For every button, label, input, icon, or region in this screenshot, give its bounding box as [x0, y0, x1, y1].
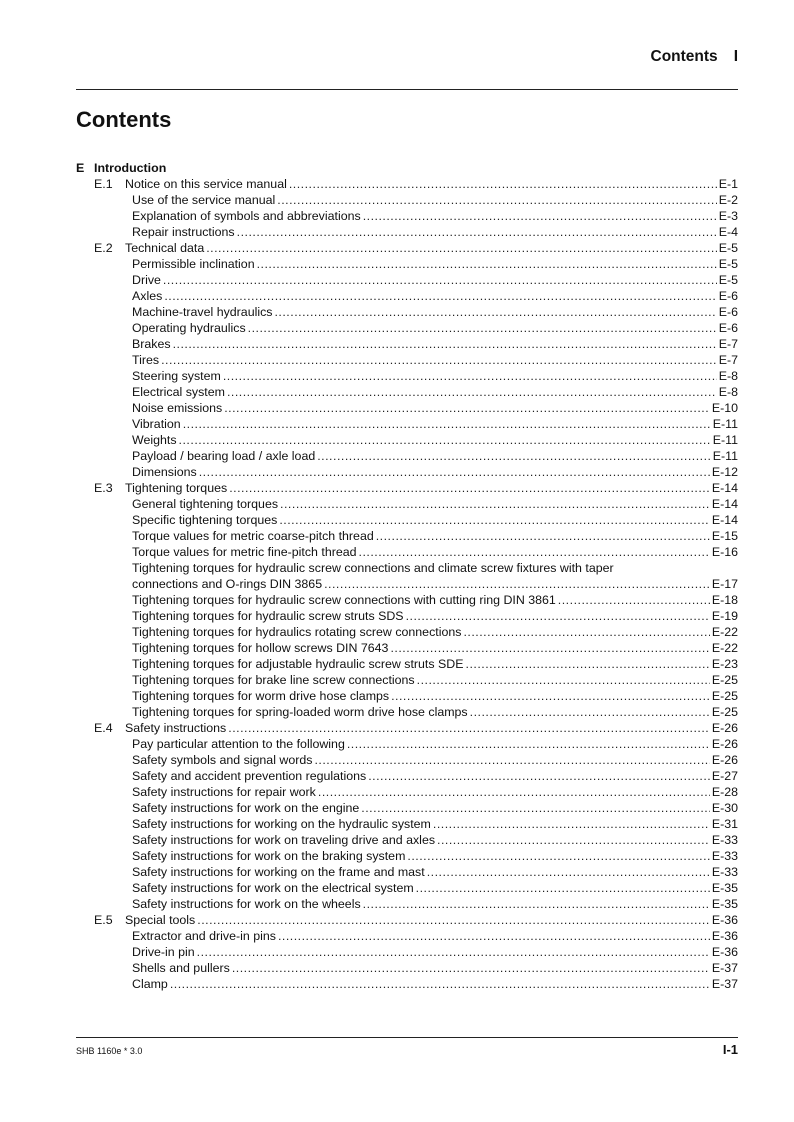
toc-entry-number: E.5 [94, 913, 113, 927]
toc-entry[interactable] [76, 416, 738, 432]
toc-entry-page: E-18 [711, 593, 738, 607]
toc-entry-page: E-35 [711, 897, 738, 911]
toc-entry-label: Safety symbols and signal words [132, 753, 313, 767]
toc-entry-page: E-28 [711, 785, 738, 799]
toc-entry-label: Use of the service manual [132, 193, 276, 207]
toc-entry-page: E-25 [711, 689, 738, 703]
toc-entry-label: Tightening torques for adjustable hydraulic screw struts SDE [132, 657, 464, 671]
toc-entry[interactable] [76, 800, 738, 816]
toc-dot-leader [289, 176, 717, 192]
toc-entry[interactable] [76, 736, 738, 752]
toc-entry-page: E-26 [711, 721, 738, 735]
toc-dot-leader [324, 576, 710, 592]
toc-entry[interactable] [76, 896, 738, 912]
toc-dot-leader [427, 864, 710, 880]
toc-entry[interactable] [76, 192, 738, 208]
toc-entry[interactable] [76, 656, 738, 672]
toc-dot-leader [317, 448, 711, 464]
toc-dot-leader [277, 192, 716, 208]
toc-entry-page: E-33 [711, 833, 738, 847]
toc-entry-page: E-14 [711, 497, 738, 511]
toc-entry-label: Tightening torques for worm drive hose clamps [132, 689, 390, 703]
toc-entry-label: Torque values for metric coarse-pitch thread [132, 529, 374, 543]
toc-entry[interactable] [76, 944, 738, 960]
toc-entry-number: E.2 [94, 241, 113, 255]
toc-entry[interactable] [76, 960, 738, 976]
toc-dot-leader [433, 816, 710, 832]
toc-dot-leader [363, 896, 710, 912]
toc-entry-page: E-17 [711, 577, 738, 591]
toc-entry-label: Pay particular attention to the following [132, 737, 345, 751]
toc-entry-label: Tightening torques for hydraulics rotating screw connections [132, 625, 462, 639]
toc-dot-leader [257, 256, 717, 272]
toc-entry-label: Vibration [132, 417, 181, 431]
toc-entry[interactable] [76, 832, 738, 848]
toc-dot-leader [279, 512, 709, 528]
toc-dot-leader [173, 336, 717, 352]
toc-dot-leader [359, 544, 710, 560]
toc-dot-leader [197, 912, 710, 928]
toc-entry[interactable] [76, 928, 738, 944]
running-header [651, 48, 738, 66]
toc-dot-leader [179, 432, 711, 448]
toc-dot-leader [248, 320, 717, 336]
section-title: Introduction [94, 161, 167, 175]
toc-dot-leader [417, 672, 710, 688]
toc-entry-label: Technical data [125, 241, 205, 255]
toc-entry[interactable] [76, 848, 738, 864]
toc-entry-label: Shells and pullers [132, 961, 230, 975]
toc-entry-page: E-2 [718, 193, 738, 207]
toc-entry[interactable] [76, 384, 738, 400]
toc-entry-page: E-26 [711, 753, 738, 767]
toc-entry-page: E-10 [711, 401, 738, 415]
toc-entry[interactable] [76, 864, 738, 880]
toc-chapter-entry[interactable] [76, 176, 738, 192]
toc-entry-label: Safety instructions for repair work [132, 785, 316, 799]
toc-entry-label: Noise emissions [132, 401, 223, 415]
toc-dot-leader [164, 288, 716, 304]
toc-dot-leader [280, 496, 710, 512]
toc-entry-label: Clamp [132, 977, 168, 991]
toc-entry[interactable] [76, 704, 738, 720]
toc-entry[interactable] [76, 400, 738, 416]
toc-dot-leader [206, 240, 716, 256]
toc-entry[interactable] [76, 688, 738, 704]
toc-entry-label: Safety instructions for work on the electrical system [132, 881, 414, 895]
toc-entry-label: Drive [132, 273, 161, 287]
toc-entry[interactable] [76, 576, 738, 592]
toc-entry-label: Operating hydraulics [132, 321, 246, 335]
toc-dot-leader [376, 528, 710, 544]
footer-page-number: I-1 [722, 1042, 738, 1057]
toc-entry-page: E-5 [718, 257, 738, 271]
toc-entry[interactable] [76, 288, 738, 304]
section-letter: E [76, 161, 85, 175]
toc-entry-label: connections and O-rings DIN 3865 [132, 577, 323, 591]
toc-entry[interactable] [76, 320, 738, 336]
toc-entry-page: E-12 [711, 465, 738, 479]
toc-entry-label: Safety and accident prevention regulations [132, 769, 367, 783]
toc-entry[interactable] [76, 432, 738, 448]
toc-entry-page: E-6 [718, 289, 738, 303]
toc-dot-leader [558, 592, 710, 608]
toc-entry-label: Safety instructions for working on the hydraulic system [132, 817, 431, 831]
toc-dot-leader [170, 976, 710, 992]
toc-dot-leader [406, 608, 710, 624]
toc-dot-leader [227, 384, 717, 400]
toc-entry-label: General tightening torques [132, 497, 279, 511]
toc-entry-label: Safety instructions [125, 721, 227, 735]
page-title: Contents [76, 107, 172, 132]
toc-entry-page: E-7 [718, 353, 738, 367]
toc-dot-leader [363, 208, 717, 224]
toc-entry-page: E-36 [711, 913, 738, 927]
toc-entry[interactable] [76, 784, 738, 800]
toc-chapter-entry[interactable] [76, 912, 738, 928]
toc-dot-leader [224, 400, 710, 416]
toc-entry-page: E-36 [711, 945, 738, 959]
toc-entry-page: E-7 [718, 337, 738, 351]
toc-entry-page: E-3 [718, 209, 738, 223]
toc-entry-label: Safety instructions for work on the wheels [132, 897, 361, 911]
toc-entry-page: E-27 [711, 769, 738, 783]
toc-dot-leader [223, 368, 717, 384]
toc-entry-page: E-33 [711, 849, 738, 863]
toc-entry-label: Safety instructions for work on the engine [132, 801, 360, 815]
toc-entry-label: Safety instructions for working on the frame and mast [132, 865, 425, 879]
toc-entry-page: E-36 [711, 929, 738, 943]
toc-dot-leader [274, 304, 716, 320]
toc-entry[interactable] [76, 608, 738, 624]
toc-dot-leader [347, 736, 710, 752]
toc-entry-page: E-23 [711, 657, 738, 671]
toc-entry-label: Extractor and drive-in pins [132, 929, 276, 943]
toc-entry-label-line: Tightening torques for hydraulic screw connections and climate screw fixtures with taper [132, 561, 614, 575]
toc-section-heading [76, 160, 738, 176]
toc-entry-label: Notice on this service manual [125, 177, 287, 191]
toc-entry-page: E-5 [718, 241, 738, 255]
toc-entry-label: Special tools [125, 913, 196, 927]
toc-dot-leader [161, 352, 717, 368]
toc-dot-leader [314, 752, 709, 768]
toc-entry-page: E-8 [718, 385, 738, 399]
toc-entry[interactable] [76, 640, 738, 656]
toc-entry-page: E-14 [711, 513, 738, 527]
toc-entry-number: E.3 [94, 481, 113, 495]
toc-entry-label: Dimensions [132, 465, 197, 479]
toc-entry-page: E-25 [711, 673, 738, 687]
toc-entry[interactable] [76, 368, 738, 384]
toc-entry-page: E-1 [718, 177, 738, 191]
toc-dot-leader [466, 656, 710, 672]
toc-dot-leader [391, 688, 710, 704]
toc-entry-page: E-6 [718, 321, 738, 335]
toc-entry[interactable] [76, 448, 738, 464]
header-rule [76, 89, 738, 90]
toc-entry-label: Repair instructions [132, 225, 235, 239]
toc-entry-page: E-22 [711, 641, 738, 655]
header-title: Contents [650, 48, 718, 65]
toc-entry-page: E-6 [718, 305, 738, 319]
toc-dot-leader [463, 624, 709, 640]
toc-entry-page: E-31 [711, 817, 738, 831]
toc-entry-label: Tightening torques for hydraulic screw struts SDS [132, 609, 404, 623]
toc-entry[interactable] [76, 224, 738, 240]
toc-dot-leader [183, 416, 711, 432]
toc-entry[interactable] [76, 304, 738, 320]
toc-entry[interactable] [76, 880, 738, 896]
toc-dot-leader [361, 800, 710, 816]
toc-entry[interactable] [76, 464, 738, 480]
toc-entry-label: Weights [132, 433, 177, 447]
toc-entry-label: Axles [132, 289, 163, 303]
footer-doc-id: SHB 1160e * 3.0 [76, 1046, 143, 1056]
toc-entry-page: E-37 [711, 961, 738, 975]
toc-entry-page: E-22 [711, 625, 738, 639]
toc-entry[interactable] [76, 528, 738, 544]
toc-entry-label: Steering system [132, 369, 221, 383]
toc-entry-page: E-33 [711, 865, 738, 879]
toc-entry[interactable] [76, 624, 738, 640]
footer-rule [76, 1037, 738, 1038]
toc-entry-page: E-14 [711, 481, 738, 495]
toc-entry-label: Tires [132, 353, 160, 367]
toc-chapter-entry[interactable] [76, 720, 738, 736]
toc-dot-leader [390, 640, 709, 656]
toc-dot-leader [368, 768, 710, 784]
toc-dot-leader [437, 832, 710, 848]
toc-chapter-entry[interactable] [76, 240, 738, 256]
toc-entry[interactable] [76, 592, 738, 608]
toc-entry[interactable] [76, 768, 738, 784]
toc-dot-leader [470, 704, 710, 720]
toc-entry-page: E-30 [711, 801, 738, 815]
toc-dot-leader [407, 848, 709, 864]
toc-entry-page: E-11 [712, 433, 738, 447]
toc-entry-number: E.1 [94, 177, 113, 191]
toc-dot-leader [229, 480, 710, 496]
toc-entry-page: E-4 [718, 225, 738, 239]
toc-dot-leader [237, 224, 717, 240]
toc-entry-label: Brakes [132, 337, 171, 351]
toc-dot-leader [232, 960, 710, 976]
toc-entry-label: Explanation of symbols and abbreviations [132, 209, 361, 223]
toc-entry-number: E.4 [94, 721, 113, 735]
toc-entry-label: Drive-in pin [132, 945, 195, 959]
header-chapter: I [733, 48, 738, 65]
toc-entry-label: Safety instructions for work on the braking system [132, 849, 406, 863]
toc-entry[interactable] [76, 816, 738, 832]
toc-dot-leader [163, 272, 717, 288]
toc-entry-page: E-11 [712, 417, 738, 431]
toc-entry-label: Tightening torques for spring-loaded worm drive hose clamps [132, 705, 468, 719]
toc-dot-leader [318, 784, 710, 800]
toc-entry-page: E-15 [711, 529, 738, 543]
toc-entry[interactable] [76, 208, 738, 224]
toc-entry-page: E-35 [711, 881, 738, 895]
toc-dot-leader [197, 944, 710, 960]
toc-entry[interactable] [76, 544, 738, 560]
toc-entry-page: E-8 [718, 369, 738, 383]
toc-entry[interactable] [76, 672, 738, 688]
toc-dot-leader [228, 720, 710, 736]
toc-dot-leader [416, 880, 710, 896]
toc-entry[interactable] [76, 256, 738, 272]
toc-entry-label: Tightening torques [125, 481, 228, 495]
toc-entry-page: E-11 [712, 449, 738, 463]
toc-entry[interactable] [76, 336, 738, 352]
toc-entry-label: Machine-travel hydraulics [132, 305, 273, 319]
toc-entry-label: Tightening torques for hollow screws DIN 7643 [132, 641, 389, 655]
toc-entry[interactable] [76, 496, 738, 512]
toc-entry-label: Specific tightening torques [132, 513, 278, 527]
toc-chapter-entry[interactable] [76, 480, 738, 496]
toc-entry-page: E-26 [711, 737, 738, 751]
toc-entry-page: E-19 [711, 609, 738, 623]
toc-entry-label: Payload / bearing load / axle load [132, 449, 316, 463]
toc-entry-page: E-37 [711, 977, 738, 991]
toc-entry[interactable] [76, 352, 738, 368]
toc-entry-label: Permissible inclination [132, 257, 255, 271]
toc-entry-page: E-25 [711, 705, 738, 719]
toc-entry-label: Torque values for metric fine-pitch thread [132, 545, 357, 559]
toc-dot-leader [199, 464, 710, 480]
toc-entry-label: Electrical system [132, 385, 225, 399]
table-of-contents [76, 160, 738, 992]
toc-entry-label: Tightening torques for hydraulic screw connections with cutting ring DIN 3861 [132, 593, 556, 607]
toc-dot-leader [278, 928, 710, 944]
toc-entry-page: E-5 [718, 273, 738, 287]
toc-entry[interactable] [76, 272, 738, 288]
toc-entry[interactable] [76, 976, 738, 992]
toc-entry[interactable] [76, 752, 738, 768]
toc-entry-page: E-16 [711, 545, 738, 559]
toc-entry[interactable] [76, 512, 738, 528]
toc-entry-label: Tightening torques for brake line screw connections [132, 673, 415, 687]
toc-entry-label: Safety instructions for work on traveling drive and axles [132, 833, 436, 847]
